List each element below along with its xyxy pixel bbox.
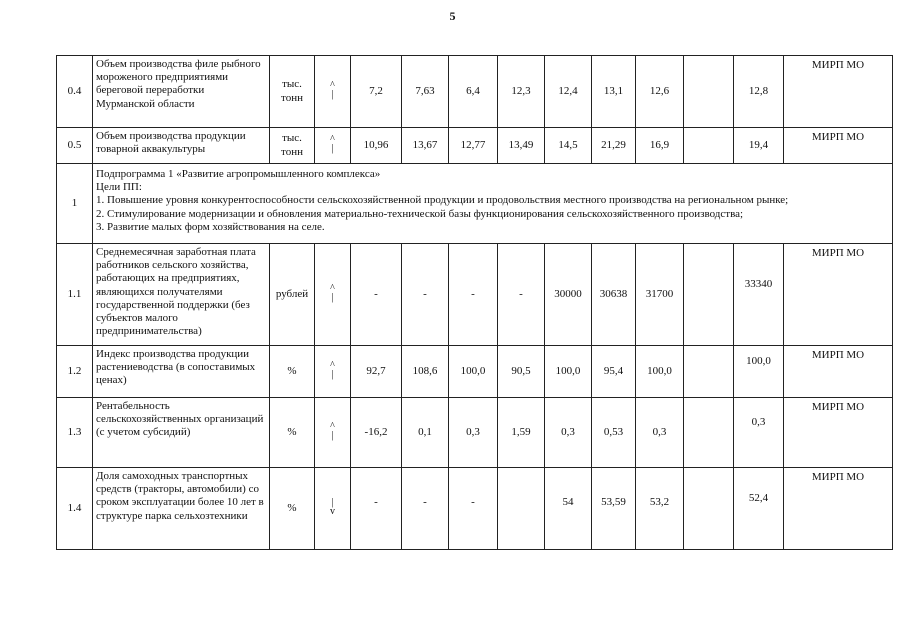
unit: тыс. тонн	[270, 56, 315, 128]
value-cell	[636, 398, 684, 468]
value: 95,4	[603, 364, 624, 377]
value: 0,3	[561, 425, 575, 438]
value: 12,3	[511, 84, 531, 97]
responsible: МИРП МО	[784, 468, 893, 550]
value: 12,4	[558, 84, 578, 97]
value: -	[374, 287, 378, 300]
value: 31700	[645, 287, 674, 300]
row-number: 0.5	[57, 128, 93, 164]
value-cell	[449, 128, 498, 164]
row-number: 1.2	[57, 346, 93, 398]
value: -16,2	[364, 425, 388, 438]
trend-cell	[315, 244, 351, 346]
value-cell	[449, 398, 498, 468]
table-row	[57, 56, 893, 128]
value-cell	[734, 56, 784, 128]
row-number: 0.4	[57, 56, 93, 128]
value-cell	[636, 128, 684, 164]
value-cell	[592, 244, 636, 346]
value-cell	[402, 56, 449, 128]
value: 13,49	[508, 138, 534, 151]
row-number: 1.4	[57, 468, 93, 550]
value: 0,3	[466, 425, 480, 438]
indicator-name: Объем производства продукции товарной аквакультуры	[93, 128, 270, 164]
indicators-table	[56, 55, 893, 550]
responsible: МИРП МО	[784, 56, 893, 128]
indicator-name: Среднемесячная заработная плата работников сельского хозяйства, работающих на предприятиях, являющихся получателями государственной поддержки (без субъектов малого предпринимательства)	[93, 244, 270, 346]
value-cell	[351, 128, 402, 164]
value-cell	[402, 398, 449, 468]
value-cell	[402, 468, 449, 550]
arrow-down-icon: | v	[330, 497, 335, 517]
value-cell	[636, 346, 684, 398]
table-row	[57, 244, 893, 346]
value: 13,67	[412, 138, 438, 151]
value-cell	[592, 398, 636, 468]
unit: %	[270, 468, 315, 550]
value-cell	[636, 244, 684, 346]
value: 0,53	[603, 425, 624, 438]
value-cell	[545, 128, 592, 164]
value-cell	[498, 346, 545, 398]
arrow-up-icon: ^ |	[330, 421, 335, 441]
value-cell	[684, 346, 734, 398]
value: 12,8	[748, 84, 769, 97]
trend-cell	[315, 56, 351, 128]
table-row	[57, 128, 893, 164]
page-number: 5	[449, 9, 456, 23]
value: 33340	[744, 277, 773, 290]
value: 92,7	[366, 364, 386, 377]
value: 13,1	[603, 84, 624, 97]
value: 30638	[599, 287, 628, 300]
value-cell	[734, 244, 784, 346]
trend-cell	[315, 398, 351, 468]
value-cell	[545, 468, 592, 550]
value-cell	[684, 128, 734, 164]
value-cell	[734, 398, 784, 468]
value: 1,59	[511, 425, 531, 438]
responsible: МИРП МО	[784, 244, 893, 346]
value-cell	[351, 56, 402, 128]
value-cell	[351, 244, 402, 346]
value: 108,6	[412, 364, 438, 377]
arrow-up-icon: ^ |	[330, 360, 335, 380]
arrow-up-icon: ^ |	[330, 134, 335, 154]
value: 0,1	[418, 425, 432, 438]
subprogram-line: 1. Повышение уровня конкурентоспособности сельскохозяйственной продукции и продовольствия местного производства на региональном рынке;	[96, 194, 789, 207]
value-cell	[402, 244, 449, 346]
value-cell	[592, 346, 636, 398]
value: 10,96	[363, 138, 389, 151]
value: 53,2	[649, 495, 670, 508]
subprogram-line: 3. Развитие малых форм хозяйствования на селе.	[96, 220, 325, 233]
table-row	[57, 398, 893, 468]
responsible: МИРП МО	[784, 128, 893, 164]
value: 16,9	[649, 138, 670, 151]
indicator-name: Индекс производства продукции растениеводства (в сопоставимых ценах)	[93, 346, 270, 398]
trend-cell	[315, 346, 351, 398]
indicator-name: Доля самоходных транспортных средств (тракторы, автомобили) со сроком эксплуатации более 10 лет в структуре парка сельхозтехники	[93, 468, 270, 550]
value: -	[519, 287, 523, 300]
value-cell	[402, 128, 449, 164]
value-cell	[351, 346, 402, 398]
unit: рублей	[270, 244, 315, 346]
row-number: 1.1	[57, 244, 93, 346]
unit: %	[270, 398, 315, 468]
value-cell	[545, 398, 592, 468]
value-cell	[734, 468, 784, 550]
value-cell	[636, 468, 684, 550]
value-cell	[498, 56, 545, 128]
value-cell	[545, 346, 592, 398]
value-cell	[684, 56, 734, 128]
value: -	[374, 495, 378, 508]
arrow-up-icon: ^ |	[330, 80, 335, 100]
value-cell	[498, 244, 545, 346]
value: 14,5	[558, 138, 578, 151]
arrow-up-icon: ^ |	[330, 283, 335, 303]
value-cell	[636, 56, 684, 128]
subprogram-description	[93, 164, 893, 244]
value: 12,77	[460, 138, 486, 151]
value: 6,4	[466, 84, 480, 97]
value-cell	[734, 128, 784, 164]
unit: %	[270, 346, 315, 398]
responsible: МИРП МО	[784, 398, 893, 468]
value-cell	[498, 128, 545, 164]
value: 0,3	[751, 415, 766, 428]
table-row	[57, 468, 893, 550]
table-row	[57, 346, 893, 398]
row-number: 1.3	[57, 398, 93, 468]
value-cell	[351, 468, 402, 550]
value-cell	[734, 346, 784, 398]
responsible: МИРП МО	[784, 346, 893, 398]
subprogram-line: 2. Стимулирование модернизации и обновления материально-технической базы функционирования сельскохозяйственного производства;	[96, 207, 744, 220]
value-cell	[592, 128, 636, 164]
value-cell	[684, 244, 734, 346]
indicator-name: Рентабельность сельскохозяйственных организаций (с учетом субсидий)	[93, 398, 270, 468]
value: -	[423, 495, 427, 508]
value-cell	[592, 468, 636, 550]
value-cell	[449, 56, 498, 128]
value-cell	[402, 346, 449, 398]
value: 7,2	[369, 84, 383, 97]
value-cell	[684, 398, 734, 468]
value-cell	[545, 244, 592, 346]
value-cell	[545, 56, 592, 128]
value-cell	[498, 468, 545, 550]
value-cell	[684, 468, 734, 550]
value: 53,59	[601, 495, 626, 508]
value-cell	[449, 346, 498, 398]
value-cell	[351, 398, 402, 468]
value: 12,6	[649, 84, 670, 97]
subprogram-line: Цели ПП:	[96, 181, 142, 194]
subprogram-number: 1	[57, 164, 93, 244]
unit: тыс. тонн	[270, 128, 315, 164]
value: 0,3	[652, 425, 667, 438]
subprogram-line: Подпрограмма 1 «Развитие агропромышленного комплекса»	[96, 168, 381, 180]
value-cell	[498, 398, 545, 468]
value-cell	[592, 56, 636, 128]
value: 7,63	[415, 84, 435, 97]
value: 90,5	[511, 364, 531, 377]
value: 100,0	[746, 354, 771, 367]
trend-cell	[315, 128, 351, 164]
value: 21,29	[601, 138, 626, 151]
value: -	[471, 287, 475, 300]
value: 19,4	[748, 138, 769, 151]
value: 100,0	[647, 364, 672, 377]
indicator-name: Объем производства филе рыбного мороженого предприятиями береговой переработки Мурманской области	[93, 56, 270, 128]
value: 100,0	[460, 364, 486, 377]
value: 100,0	[555, 364, 581, 377]
value: 30000	[554, 287, 582, 300]
value: -	[423, 287, 427, 300]
value: -	[471, 495, 475, 508]
value: 54	[562, 495, 574, 508]
value: 52,4	[748, 491, 769, 504]
value-cell	[449, 468, 498, 550]
value-cell	[449, 244, 498, 346]
subprogram-row	[57, 164, 893, 244]
trend-cell	[315, 468, 351, 550]
